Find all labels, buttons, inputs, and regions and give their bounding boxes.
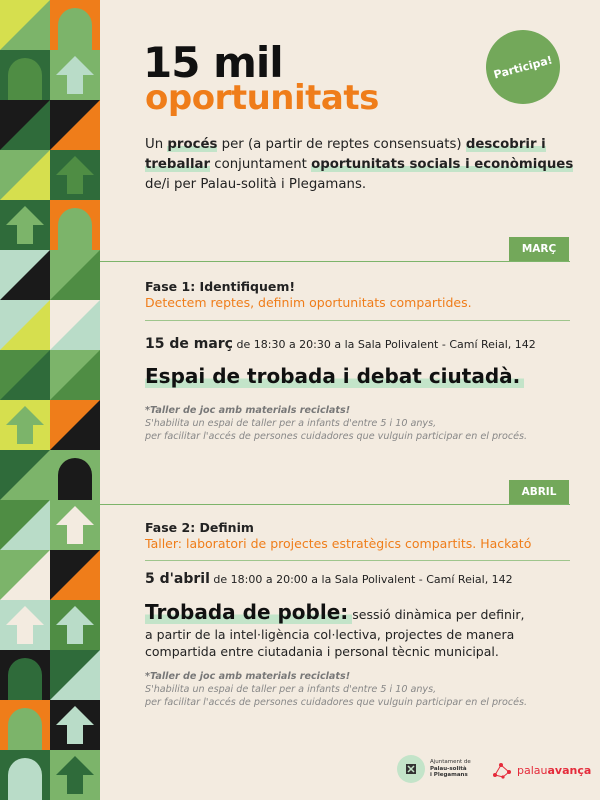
desc-line: a partir de la intel·ligència col·lectiva, projectes de manera xyxy=(145,627,515,642)
logo-text: Palau-solità xyxy=(430,765,467,772)
event-2-date xyxy=(145,571,513,587)
event-2-description xyxy=(145,626,575,660)
logo-text: avança xyxy=(547,763,592,777)
event-1-title xyxy=(145,364,524,388)
desc-line: compartida entre ciutadania i personal tècnic municipal. xyxy=(145,644,499,659)
phase-1-title: Fase 1: Identifiquem! xyxy=(145,279,296,294)
note-line: per facilitar l'accés de persones cuidadores que vulguin participar en el procés. xyxy=(145,697,528,708)
logo-text: palau xyxy=(517,763,548,777)
event-1-date xyxy=(145,336,536,352)
phase-2-title: Fase 2: Definim xyxy=(145,520,254,535)
section-divider xyxy=(145,320,570,321)
intro-paragraph xyxy=(145,135,575,195)
month-divider xyxy=(100,504,570,505)
note-line: S'habilita un espai de taller per a infants d'entre 5 i 10 anys, xyxy=(145,684,437,695)
title-line-2: oportunitats xyxy=(145,78,379,118)
municipal-seal-icon xyxy=(397,755,425,783)
date-detail: de 18:30 a 20:30 a la Sala Polivalent - Camí Reial, 142 xyxy=(233,338,536,351)
month-label: MARÇ xyxy=(521,243,557,255)
palau-avanca-text xyxy=(517,764,591,777)
date-bold: 15 de març xyxy=(145,336,233,352)
phase-1-subtitle: Detectem reptes, definim oportunitats compartides. xyxy=(145,295,472,310)
note-title: *Taller de joc amb materials reciclats! xyxy=(145,405,351,416)
ajuntament-logo xyxy=(397,755,471,783)
title-line-1: 15 mil xyxy=(143,38,283,87)
intro-highlight: procés xyxy=(167,137,218,152)
month-tag-marc xyxy=(509,237,569,261)
event-2-title xyxy=(145,600,525,624)
note-line: per facilitar l'accés de persones cuidadores que vulguin participar en el procés. xyxy=(145,431,528,442)
month-label: ABRIL xyxy=(521,486,557,498)
note-line: S'habilita un espai de taller per a infants d'entre 5 i 10 anys, xyxy=(145,418,437,429)
decorative-geometric-pattern xyxy=(0,0,100,800)
date-detail: de 18:00 a 20:00 a la Sala Polivalent - Camí Reial, 142 xyxy=(209,573,513,586)
event-title-rest: sessió dinàmica per definir, xyxy=(352,607,525,622)
event-title-text: Trobada de poble: xyxy=(145,600,352,624)
event-title-text: Espai de trobada i debat ciutadà. xyxy=(145,364,524,388)
section-divider xyxy=(145,560,570,561)
date-bold: 5 d'abril xyxy=(145,571,210,587)
event-1-note xyxy=(145,404,585,443)
badge-label: Participa! xyxy=(492,52,554,82)
ajuntament-text xyxy=(430,759,471,779)
intro-text: per (a partir de reptes consensuats) xyxy=(217,137,466,152)
intro-text: Un xyxy=(145,137,168,152)
note-title: *Taller de joc amb materials reciclats! xyxy=(145,671,351,682)
month-divider xyxy=(100,261,570,262)
intro-text: conjuntament xyxy=(210,157,312,172)
event-2-note xyxy=(145,670,585,709)
intro-text: de/i per Palau-solità i Plegamans. xyxy=(145,177,367,192)
logo-text: Ajuntament de xyxy=(430,759,471,766)
month-tag-abril xyxy=(509,480,569,504)
palau-avanca-logo xyxy=(492,760,591,780)
intro-highlight: oportunitats socials i econòmiques xyxy=(311,157,574,172)
participa-badge xyxy=(478,22,569,113)
logo-text: i Plegamans xyxy=(430,772,468,779)
network-icon xyxy=(492,760,514,780)
phase-2-subtitle: Taller: laboratori de projectes estratègics compartits. Hackató xyxy=(145,536,532,551)
intro-highlight: descobrir i treballar xyxy=(145,137,546,172)
